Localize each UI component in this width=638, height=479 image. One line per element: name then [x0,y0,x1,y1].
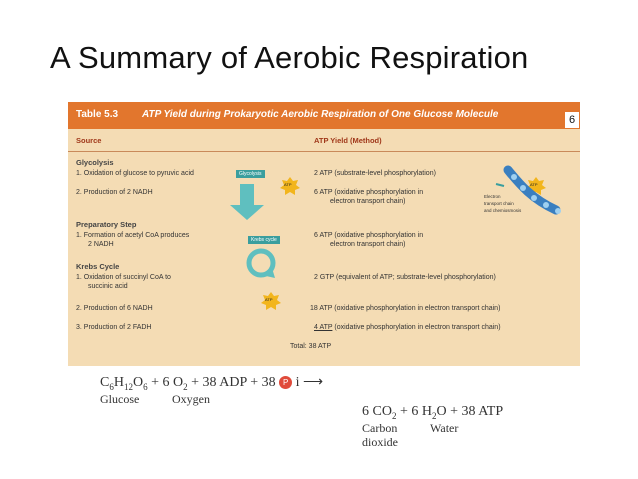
glycolysis-row2-source: 2. Production of 2 NADH [76,189,153,196]
glycolysis-row1-yield: 2 ATP (substrate-level phosphorylation) [314,170,436,177]
atp-label-1: ATP [284,182,292,187]
krebs-row1-source-b: succinic acid [88,283,128,290]
krebs-row3-source: 3. Production of 2 FADH [76,324,152,331]
krebs-row1-yield: 2 GTP (equivalent of ATP; substrate-level phosphorylation) [314,274,496,281]
glycolysis-row2-yield-b: electron transport chain) [330,198,406,205]
table-title: ATP Yield during Prokaryotic Aerobic Respiration of One Glucose Molecule [142,109,499,120]
etc-arrow-icon [496,184,504,186]
reaction-arrow: i ⟶ [295,375,324,390]
preparatory-row1-source-a: 1. Formation of acetyl CoA produces [76,232,190,239]
protein-dot-icon [531,195,537,201]
label-glucose: Glucose [100,392,140,406]
glycolysis-row2-yield-a: 6 ATP (oxidative phosphorylation in [314,189,424,196]
label-carbon: Carbon [362,421,398,435]
krebs-row3-yield-rest: (oxidative phosphorylation in electron transport chain) [334,324,501,331]
slide-title: A Summary of Aerobic Respiration [50,40,529,75]
phosphate-icon: P [279,376,292,389]
etc-label-b: transport chain [484,201,514,206]
glycolysis-diagram-label: Glycolysis [236,170,265,178]
krebs-row2-source: 2. Production of 6 NADH [76,305,153,312]
slide-number: 6 [565,112,579,128]
krebs-row1-source-a: 1. Oxidation of succinyl CoA to [76,274,171,281]
label-oxygen: Oxygen [172,392,210,406]
etc-label-a: Electron [484,194,501,199]
preparatory-row1-yield-a: 6 ATP (oxidative phosphorylation in [314,232,424,239]
column-header-source: Source [76,136,102,145]
label-water: Water [430,421,459,435]
total-atp: Total: 38 ATP [290,343,332,350]
section-glycolysis: Glycolysis [76,158,114,167]
etc-label-c: and chemiosmosis [484,208,522,213]
flow-arrow-icon [230,184,264,220]
krebs-diagram-label: Krebs cycle [248,236,280,244]
protein-dot-icon [543,202,549,208]
column-header-yield: ATP Yield (Method) [314,136,382,145]
equation-left: $C_6H_{12}O_6 + 6$ $O_2 + 38$ ADP + 38 P i ⟶ [100,375,324,392]
protein-dot-icon [555,208,561,214]
atp-label-2: ATP [265,297,273,302]
label-dioxide: dioxide [362,435,398,449]
preparatory-row1-yield-b: electron transport chain) [330,241,406,248]
atp-label-3: ATP [530,182,538,187]
krebs-row2-yield: 18 ATP (oxidative phosphorylation in electron transport chain) [310,305,501,312]
protein-dot-icon [511,174,517,180]
krebs-row3-yield-value: 4 ATP [314,324,333,331]
section-preparatory: Preparatory Step [76,220,137,229]
section-krebs: Krebs Cycle [76,262,120,271]
preparatory-row1-source-b: 2 NADH [88,241,114,248]
respiration-diagram [68,102,580,366]
table-number: Table 5.3 [76,109,119,120]
equation-right: 6 $CO_2 + 6$ $H_2O + 38$ ATP [362,404,504,421]
atp-yield-table [68,102,580,366]
krebs-cycle-icon [249,251,273,275]
glycolysis-row1-source: 1. Oxidation of glucose to pyruvic acid [76,170,194,177]
protein-dot-icon [520,185,526,191]
